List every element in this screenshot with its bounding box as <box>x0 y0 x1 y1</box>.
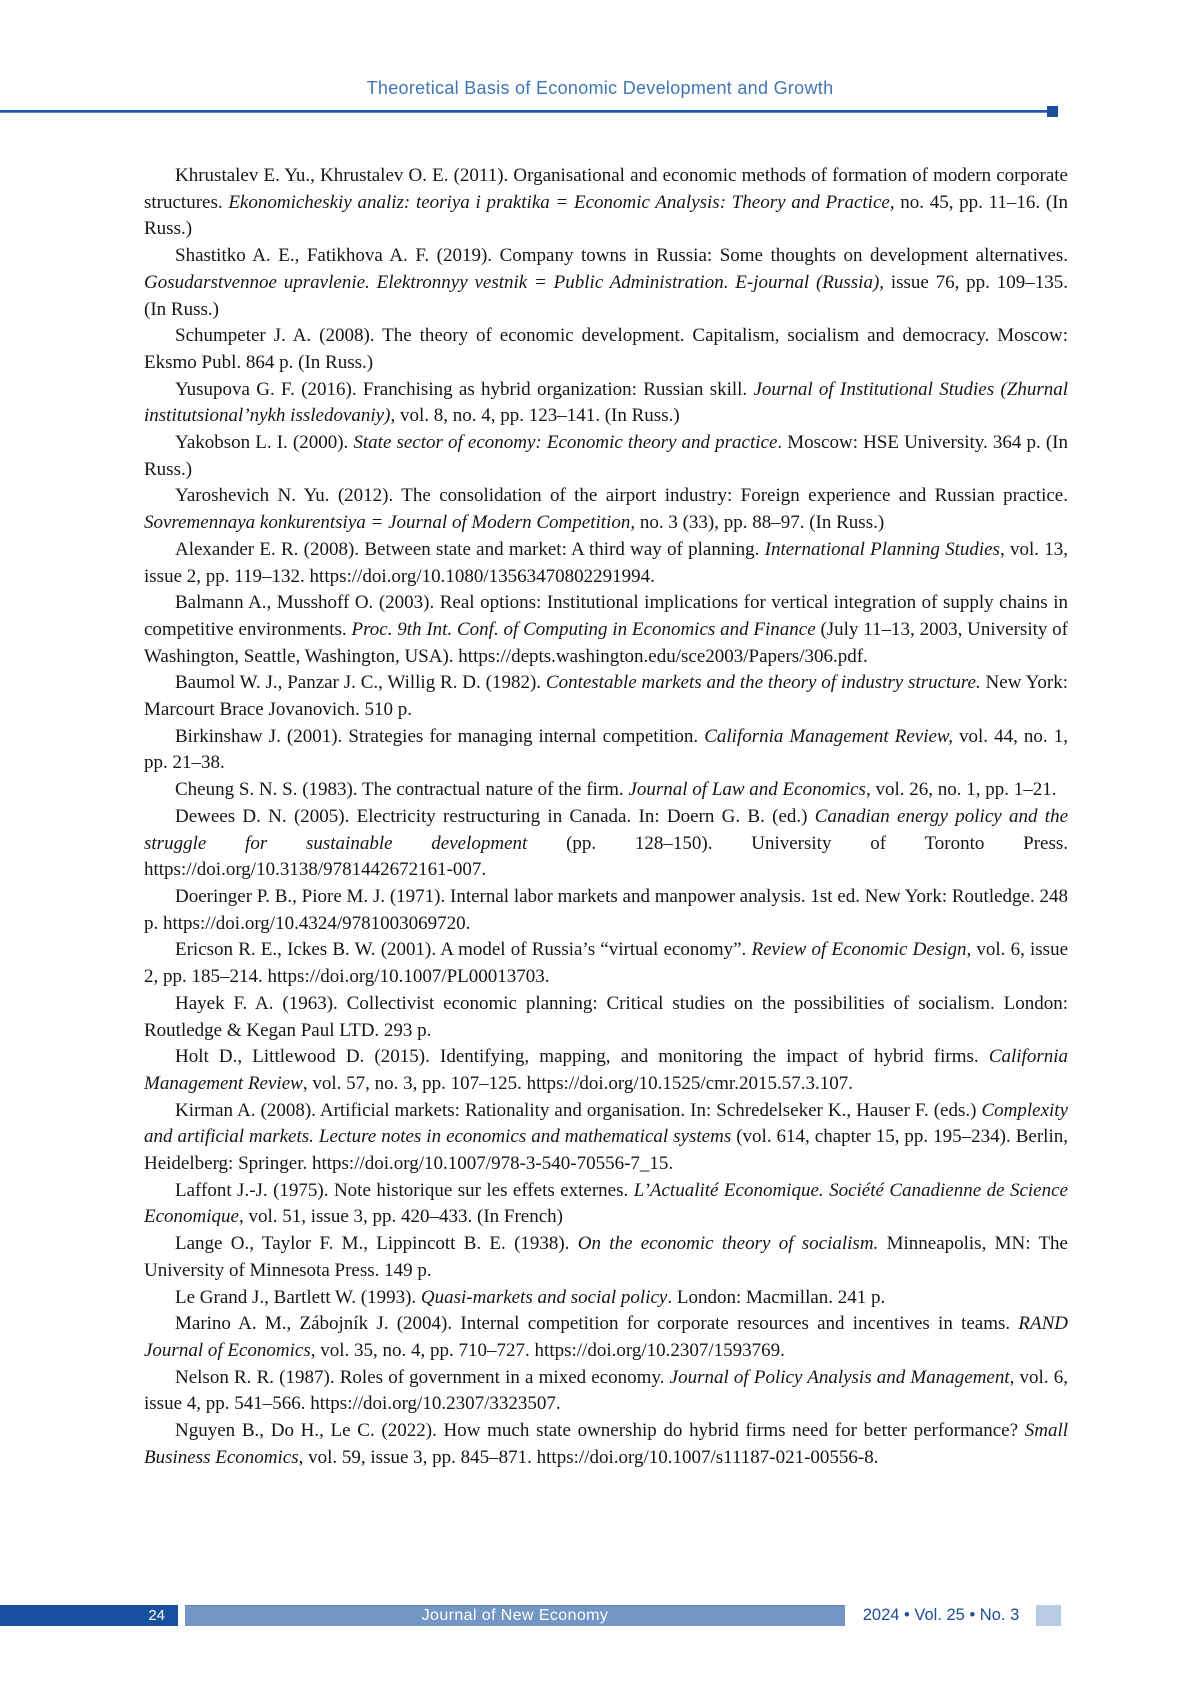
reference-source-italic: State sector of economy: Economic theory and practice <box>353 432 778 454</box>
reference-text: issue 76, pp. 109–135. (In Russ.) <box>144 271 1068 320</box>
page-number-bar <box>0 1605 178 1626</box>
reference-source-italic: Complexity and artificial markets. Lecture notes in economics and mathematical systems <box>144 1099 1068 1148</box>
issue-info: 2024 • Vol. 25 • No. 3 <box>862 1606 1020 1624</box>
footer-accent-square <box>1036 1605 1061 1626</box>
reference-source-italic: L’Actualité Economique. Société Canadienne de Science Economique <box>144 1179 1068 1228</box>
rule-end-square <box>1047 106 1058 117</box>
reference-text: , vol. 6, issue 2, pp. 185–214. https://doi.org/10.1007/PL00013703. <box>144 939 1069 988</box>
reference-entry <box>144 243 1068 323</box>
reference-text: Khrustalev E. Yu., Khrustalev O. E. (2011). Organisational and economic methods of formation of modern corporate structures. <box>144 165 1068 213</box>
reference-text: . London: Macmillan. 241 p. <box>667 1286 886 1308</box>
journal-name-bar <box>185 1605 845 1626</box>
reference-entry <box>144 937 1068 990</box>
reference-text: Alexander E. R. (2008). Between state and market: A third way of planning. <box>175 538 765 560</box>
running-title: Theoretical Basis of Economic Development and Growth <box>366 78 834 98</box>
reference-entry <box>144 804 1068 884</box>
reference-entry <box>144 1231 1068 1284</box>
reference-source-italic: Small Business Economics <box>144 1420 1068 1468</box>
reference-text: Shastitko A. E., Fatikhova A. F. (2019). Company towns in Russia: Some thoughts on development alternatives. <box>175 245 1068 267</box>
reference-entry <box>144 670 1068 723</box>
reference-source-italic: Proc. 9th Int. Conf. of Computing in Economics and Finance <box>351 618 816 640</box>
reference-source-italic: Journal of Policy Analysis and Management <box>669 1366 1010 1388</box>
reference-source-italic: California Management Review, <box>704 725 953 747</box>
reference-source-italic: Gosudarstvennoe upravlenie. Elektronnyy vestnik = Public Administration. E-journal (Russia), <box>144 271 885 293</box>
reference-source-italic: Ekonomicheskiy analiz: teoriya i praktika = Economic Analysis: Theory and Practice, <box>228 191 895 213</box>
reference-text: , vol. 51, issue 3, pp. 420–433. (In French) <box>238 1206 564 1228</box>
reference-source-italic: Sovremennaya konkurentsiya = Journal of Modern Competition, <box>144 512 636 534</box>
reference-entry <box>144 377 1068 430</box>
reference-source-italic: California Management Review <box>144 1046 1068 1094</box>
reference-text: Nguyen B., Do H., Le C. (2022). How much state ownership do hybrid firms need for better performance? <box>175 1420 1025 1442</box>
reference-text: Yusupova G. F. (2016). Franchising as hybrid organization: Russian skill. <box>175 378 754 400</box>
reference-text: . Moscow: HSE University. 364 p. (In Russ.) <box>144 432 1069 480</box>
reference-entry <box>144 1418 1068 1471</box>
reference-source-italic: Journal of Institutional Studies (Zhurnal institutsional’nykh issledovaniy) <box>144 378 1069 427</box>
reference-text: Le Grand J., Bartlett W. (1993). <box>175 1286 421 1308</box>
reference-entry <box>144 884 1068 937</box>
reference-text: New York: Marcourt Brace Jovanovich. 510 p. <box>144 672 1068 721</box>
reference-text: Dewees D. N. (2005). Electricity restructuring in Canada. In: Doern G. B. (ed.) <box>175 805 815 827</box>
reference-text: Lange O., Taylor F. M., Lippincott B. E. (1938). <box>175 1233 578 1255</box>
reference-source-italic: Quasi-markets and social policy <box>420 1286 668 1308</box>
reference-text: Marino A. M., Zábojník J. (2004). Internal competition for corporate resources and incentives in teams. <box>175 1313 1019 1335</box>
reference-text: Balmann A., Musshoff O. (2003). Real options: Institutional implications for vertical integration of supply chains in competitive environments. <box>144 592 1068 640</box>
reference-text: no. 3 (33), pp. 88–97. (In Russ.) <box>635 512 885 534</box>
reference-text: Birkinshaw J. (2001). Strategies for managing internal competition. <box>175 725 705 747</box>
reference-text: Nelson R. R. (1987). Roles of government in a mixed economy. <box>175 1366 670 1388</box>
reference-source-italic: On the economic theory of socialism. <box>577 1233 879 1255</box>
reference-text: Hayek F. A. (1963). Collectivist economic planning: Critical studies on the possibilities of socialism. London: Routledge & Kegan Paul LTD. 293 p. <box>144 992 1068 1041</box>
reference-entry <box>144 724 1068 777</box>
reference-text: Doeringer P. B., Piore M. J. (1971). Internal labor markets and manpower analysis. 1st ed. New York: Routledge. 248 p. https://doi.org/10.4324/9781003069720. <box>144 885 1068 934</box>
reference-text: (pp. 128–150). University of Toronto Press. https://doi.org/10.3138/9781442672161-007. <box>144 832 1068 881</box>
journal-name: Journal of New Economy <box>421 1607 609 1624</box>
reference-text: , vol. 6, issue 4, pp. 541–566. https://doi.org/10.2307/3323507. <box>144 1366 1068 1415</box>
reference-text: (vol. 614, chapter 15, pp. 195–234). Berlin, Heidelberg: Springer. https://doi.org/10.1007/978-3-540-70556-7_15. <box>144 1126 1068 1175</box>
reference-text: , vol. 59, issue 3, pp. 845–871. https://doi.org/10.1007/s11187-021-00556-8. <box>298 1446 879 1468</box>
reference-source-italic: Review of Economic Design <box>751 939 967 961</box>
reference-entry <box>144 483 1068 536</box>
reference-entry <box>144 1285 1068 1312</box>
reference-text: Baumol W. J., Panzar J. C., Willig R. D. (1982). <box>175 672 546 694</box>
reference-text: Yaroshevich N. Yu. (2012). The consolidation of the airport industry: Foreign experience and Russian practice. <box>175 485 1068 507</box>
reference-text: Yakobson L. I. (2000). <box>175 432 354 454</box>
reference-entry <box>144 1044 1068 1097</box>
reference-source-italic: International Planning Studies <box>764 538 1000 560</box>
reference-entry <box>144 163 1068 243</box>
header-rule <box>0 110 1053 113</box>
reference-text: Minneapolis, MN: The University of Minnesota Press. 149 p. <box>144 1233 1068 1281</box>
reference-text: , vol. 57, no. 3, pp. 107–125. https://doi.org/10.1525/cmr.2015.57.3.107. <box>302 1072 853 1094</box>
reference-text: Holt D., Littlewood D. (2015). Identifying, mapping, and monitoring the impact of hybrid firms. <box>175 1046 989 1068</box>
reference-entry <box>144 1098 1068 1178</box>
page-number: 24 <box>148 1607 165 1624</box>
reference-text: Laffont J.-J. (1975). Note historique sur les effets externes. <box>175 1179 634 1201</box>
reference-entry <box>144 323 1068 376</box>
reference-text: Cheung S. N. S. (1983). The contractual nature of the firm. <box>175 779 629 801</box>
reference-text: Schumpeter J. A. (2008). The theory of economic development. Capitalism, socialism and democracy. Moscow: Eksmo Publ. 864 p. (In Russ.) <box>144 325 1068 373</box>
reference-entry <box>144 777 1068 804</box>
reference-source-italic: Journal of Law and Economics <box>628 779 866 801</box>
reference-entry <box>144 1311 1068 1364</box>
reference-source-italic: Contestable markets and the theory of industry structure. <box>545 672 981 694</box>
page-footer <box>0 1605 1200 1626</box>
reference-text: , vol. 8, no. 4, pp. 123–141. (In Russ.) <box>390 405 680 427</box>
reference-source-italic: Canadian energy policy and the struggle for sustainable development <box>144 805 1068 854</box>
reference-entry <box>144 1178 1068 1231</box>
reference-text: Ericson R. E., Ickes B. W. (2001). A model of Russia’s “virtual economy”. <box>175 939 752 961</box>
reference-entry <box>144 430 1068 483</box>
reference-text: , vol. 35, no. 4, pp. 710–727. https://doi.org/10.2307/1593769. <box>310 1339 785 1361</box>
reference-entry <box>144 537 1068 590</box>
reference-text: (July 11–13, 2003, University of Washington, Seattle, Washington, USA). https://depts.washington.edu/sce2003/Papers/306.pdf. <box>144 618 1068 667</box>
reference-source-italic: RAND Journal of Economics <box>144 1313 1068 1361</box>
reference-entry <box>144 991 1068 1044</box>
reference-text: no. 45, pp. 11–16. (In Russ.) <box>144 191 1069 240</box>
reference-text: Kirman A. (2008). Artificial markets: Rationality and organisation. In: Schredelseker K., Hauser F. (eds.) <box>175 1099 982 1121</box>
reference-entry <box>144 590 1068 670</box>
references-list <box>144 163 1068 1471</box>
reference-text: , vol. 26, no. 1, pp. 1–21. <box>865 779 1057 801</box>
reference-text: , vol. 13, issue 2, pp. 119–132. https://doi.org/10.1080/13563470802291994. <box>144 538 1069 587</box>
reference-text: vol. 44, no. 1, pp. 21–38. <box>144 725 1068 774</box>
reference-entry <box>144 1365 1068 1418</box>
